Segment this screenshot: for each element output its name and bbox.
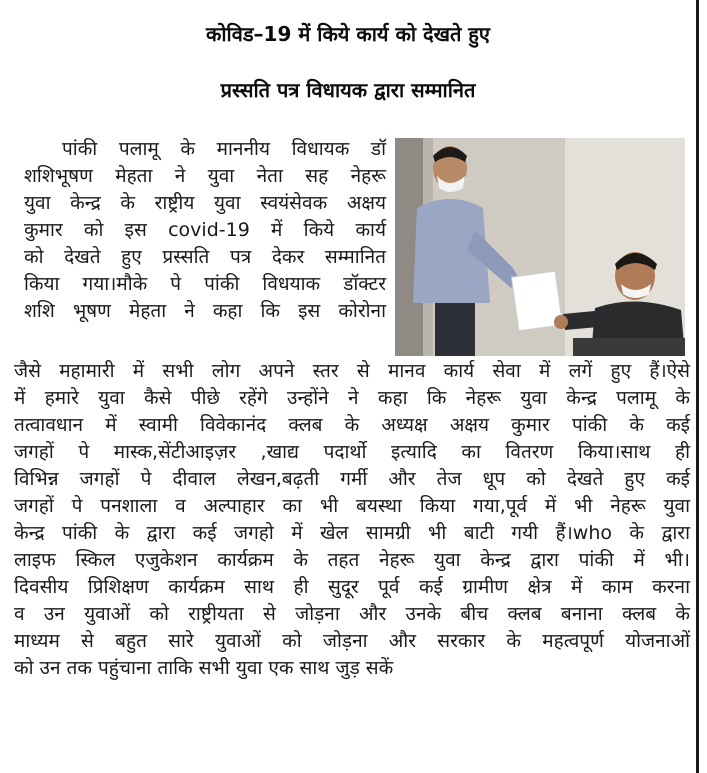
article-line: जगहों पे पनशाला व अल्पाहार का भी बयस्था किया गया,पूर्व में भी नेहरू युवा: [14, 495, 690, 517]
article-line: शशि भूषण मेहता ने कहा कि इस कोरोना: [24, 300, 386, 322]
article-line: जैसे महामारी में सभी लोग अपने स्तर से मानव कार्य सेवा में लगें हुए हैं।ऐसे: [14, 360, 690, 382]
article-line: कुमार को इस covid-19 में किये कार्य: [24, 219, 386, 241]
article-line: दिवसीय प्रिशिक्षण कार्यक्रम साथ ही सुदूर पूर्व कई ग्रामीण क्षेत्र में काम करना: [14, 576, 690, 598]
article-line: किया गया।मौके पे पांकी विधयाक डॉक्टर: [24, 273, 386, 295]
article-line: में हमारे युवा कैसे पीछे रहेंगे उन्होंने ने कहा कि नेहरू युवा केन्द्र पलामू के: [14, 387, 690, 409]
article-line: युवा केन्द्र के राष्ट्रीय युवा स्वयंसेवक अक्षय: [24, 192, 386, 214]
article-line: तत्वावधान में स्वामी विवेकानंद क्लब के अध्यक्ष अक्षय कुमार पांकी के कई: [14, 414, 690, 436]
article-line: को देखते हुए प्रस्सति पत्र देकर सम्मानित: [24, 246, 386, 268]
headline: [0, 6, 696, 118]
article-line: शशिभूषण मेहता ने युवा नेता सह नेहरू: [24, 165, 386, 187]
article-line: माध्यम से बहुत सारे युवाओं को जोड़ना और सरकार के महत्वपूर्ण योजनाओं: [14, 630, 690, 652]
column-rule: [696, 0, 699, 773]
article-line: केन्द्र पांकी के द्वारा कई जगहो में खेल सामग्री भी बाटी गयी हैं।who के द्वारा: [14, 522, 690, 544]
article-line: जगहों पे मास्क,सेंटीआइज़र ,खाद्य पदार्थो इत्यादि का वितरण किया।साथ ही: [14, 441, 690, 463]
news-photo: [395, 138, 685, 356]
headline-line-1: कोविड–19 में किये कार्य को देखते हुए: [206, 22, 490, 46]
article-line: व उन युवाओं को राष्ट्रीयता से जोड़ना और उनके बीच क्लब बनाना क्लब के: [14, 603, 690, 625]
article-line: विभिन्न जगहों पे दीवाल लेखन,बढ़ती गर्मी और तेज धूप को देखते हुए कई: [14, 468, 690, 490]
article-line: को उन तक पहुंचाना ताकि सभी युवा एक साथ जुड़ सकें: [14, 657, 394, 679]
article-line: लाइफ स्किल एजुकेशन कार्यक्रम के तहत नेहरू युवा केन्द्र द्वारा पांकी में भी।: [14, 549, 690, 571]
headline-line-2: प्रस्सति पत्र विधायक द्वारा सम्मानित: [220, 78, 476, 102]
article-line: पांकी पलामू के माननीय विधायक डॉ: [62, 138, 386, 160]
news-photo-illustration: [395, 138, 685, 356]
